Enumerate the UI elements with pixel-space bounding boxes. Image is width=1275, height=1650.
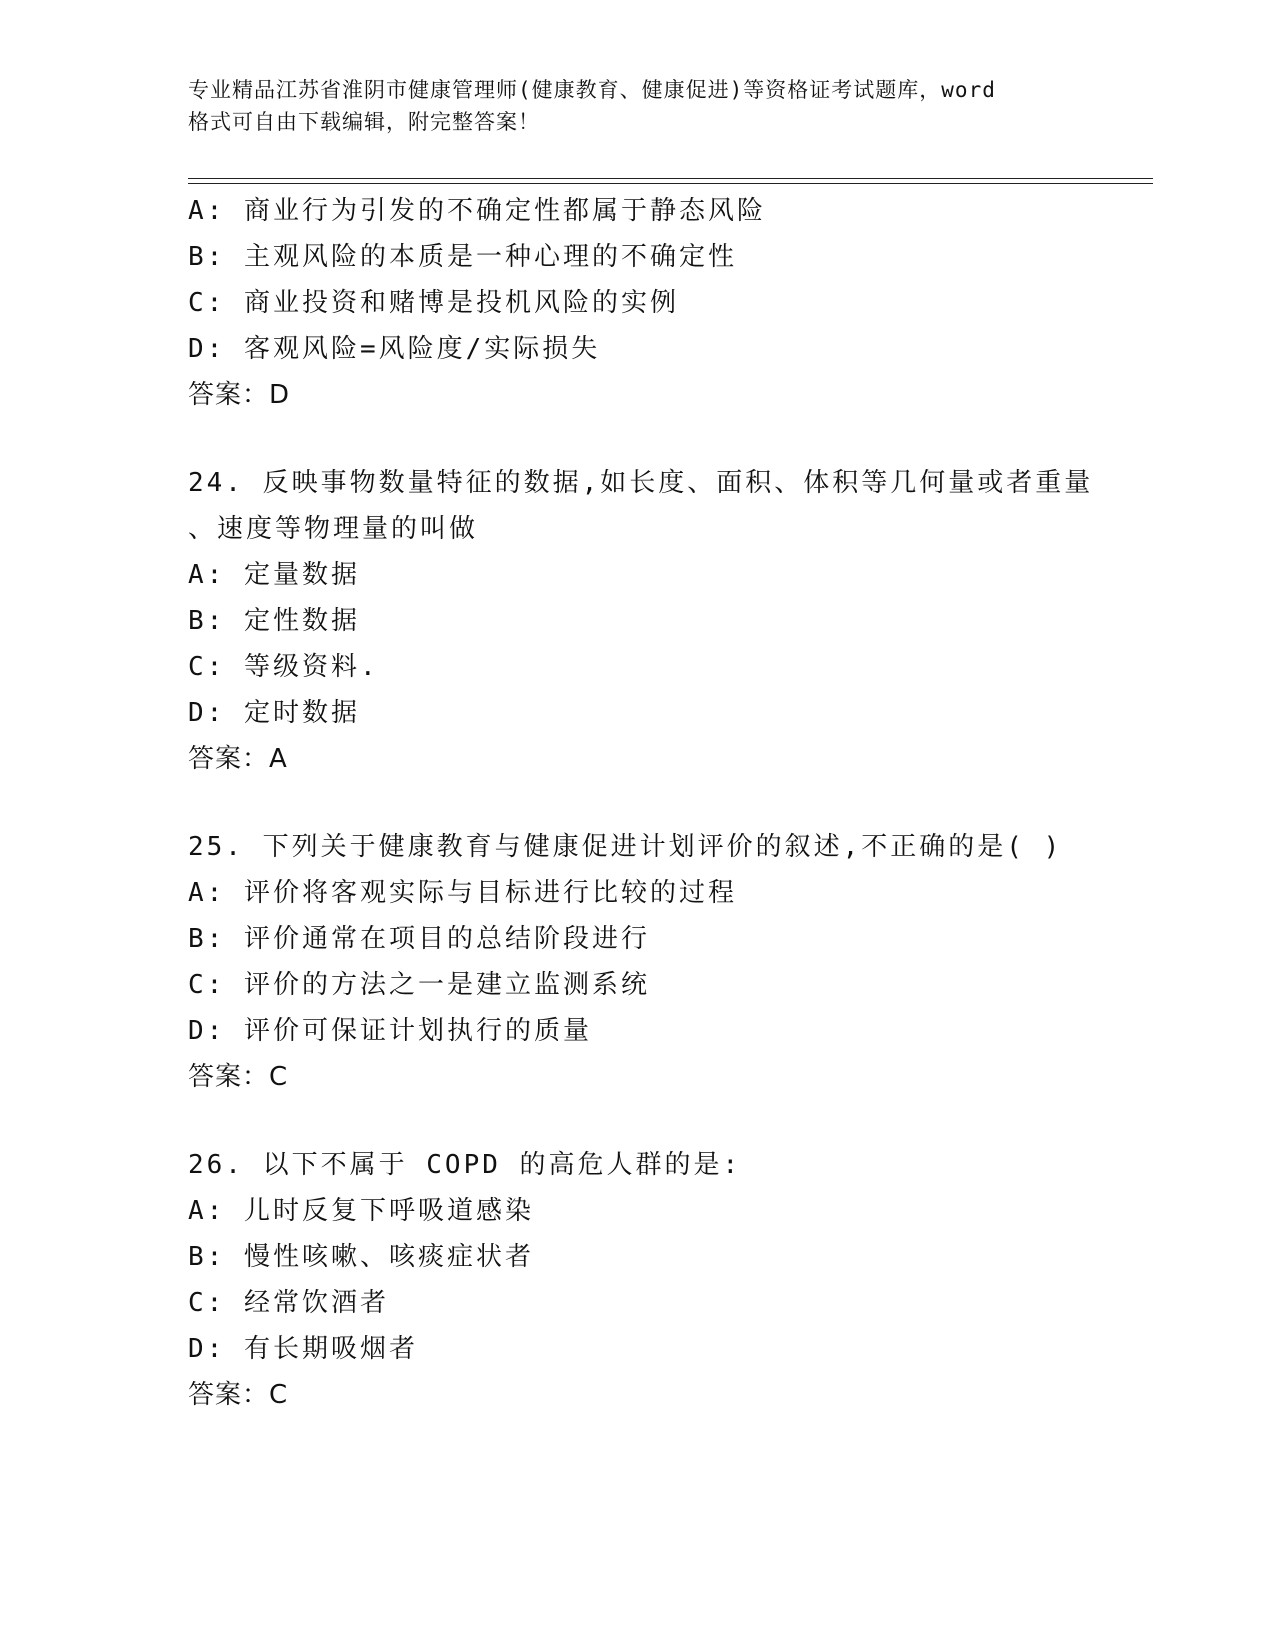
answer-line: 答案：C [188,1380,289,1410]
header-divider-bottom [188,183,1153,184]
header-line-1: 专业精品江苏省淮阴市健康管理师(健康教育、健康促进)等资格证考试题库，word [188,78,996,102]
question-stem: 25. 下列关于健康教育与健康促进计划评价的叙述,不正确的是( ) [188,832,1063,862]
question-stem-continued: 、速度等物理量的叫做 [188,514,479,544]
option-b: B: 定性数据 [188,606,360,636]
option-a: A: 儿时反复下呼吸道感染 [188,1196,534,1226]
question-block [188,824,1148,1100]
answer-line: 答案：A [188,744,288,774]
option-d: D: 有长期吸烟者 [188,1334,418,1364]
option-a: A: 评价将客观实际与目标进行比较的过程 [188,878,737,908]
document-header [188,74,1088,138]
option-a: A: 商业行为引发的不确定性都属于静态风险 [188,196,766,226]
option-c: C: 评价的方法之一是建立监测系统 [188,970,650,1000]
question-stem: 24. 反映事物数量特征的数据,如长度、面积、体积等几何量或者重量 [188,468,1094,498]
answer-line: 答案：D [188,380,291,410]
header-line-2: 格式可自由下载编辑，附完整答案！ [188,110,540,134]
option-c: C: 等级资料. [188,652,379,682]
answer-line: 答案：C [188,1062,289,1092]
option-d: D: 评价可保证计划执行的质量 [188,1016,592,1046]
option-c: C: 经常饮酒者 [188,1288,389,1318]
question-block [188,188,1148,418]
option-b: B: 慢性咳嗽、咳痰症状者 [188,1242,534,1272]
option-c: C: 商业投资和赌博是投机风险的实例 [188,288,679,318]
question-stem: 26. 以下不属于 COPD 的高危人群的是: [188,1150,742,1180]
question-block [188,460,1148,782]
header-divider-top [188,178,1153,179]
question-block [188,1142,1148,1418]
question-list [188,188,1148,1418]
option-a: A: 定量数据 [188,560,360,590]
option-d: D: 客观风险=风险度/实际损失 [188,334,601,364]
option-b: B: 主观风险的本质是一种心理的不确定性 [188,242,737,272]
option-b: B: 评价通常在项目的总结阶段进行 [188,924,650,954]
option-d: D: 定时数据 [188,698,360,728]
